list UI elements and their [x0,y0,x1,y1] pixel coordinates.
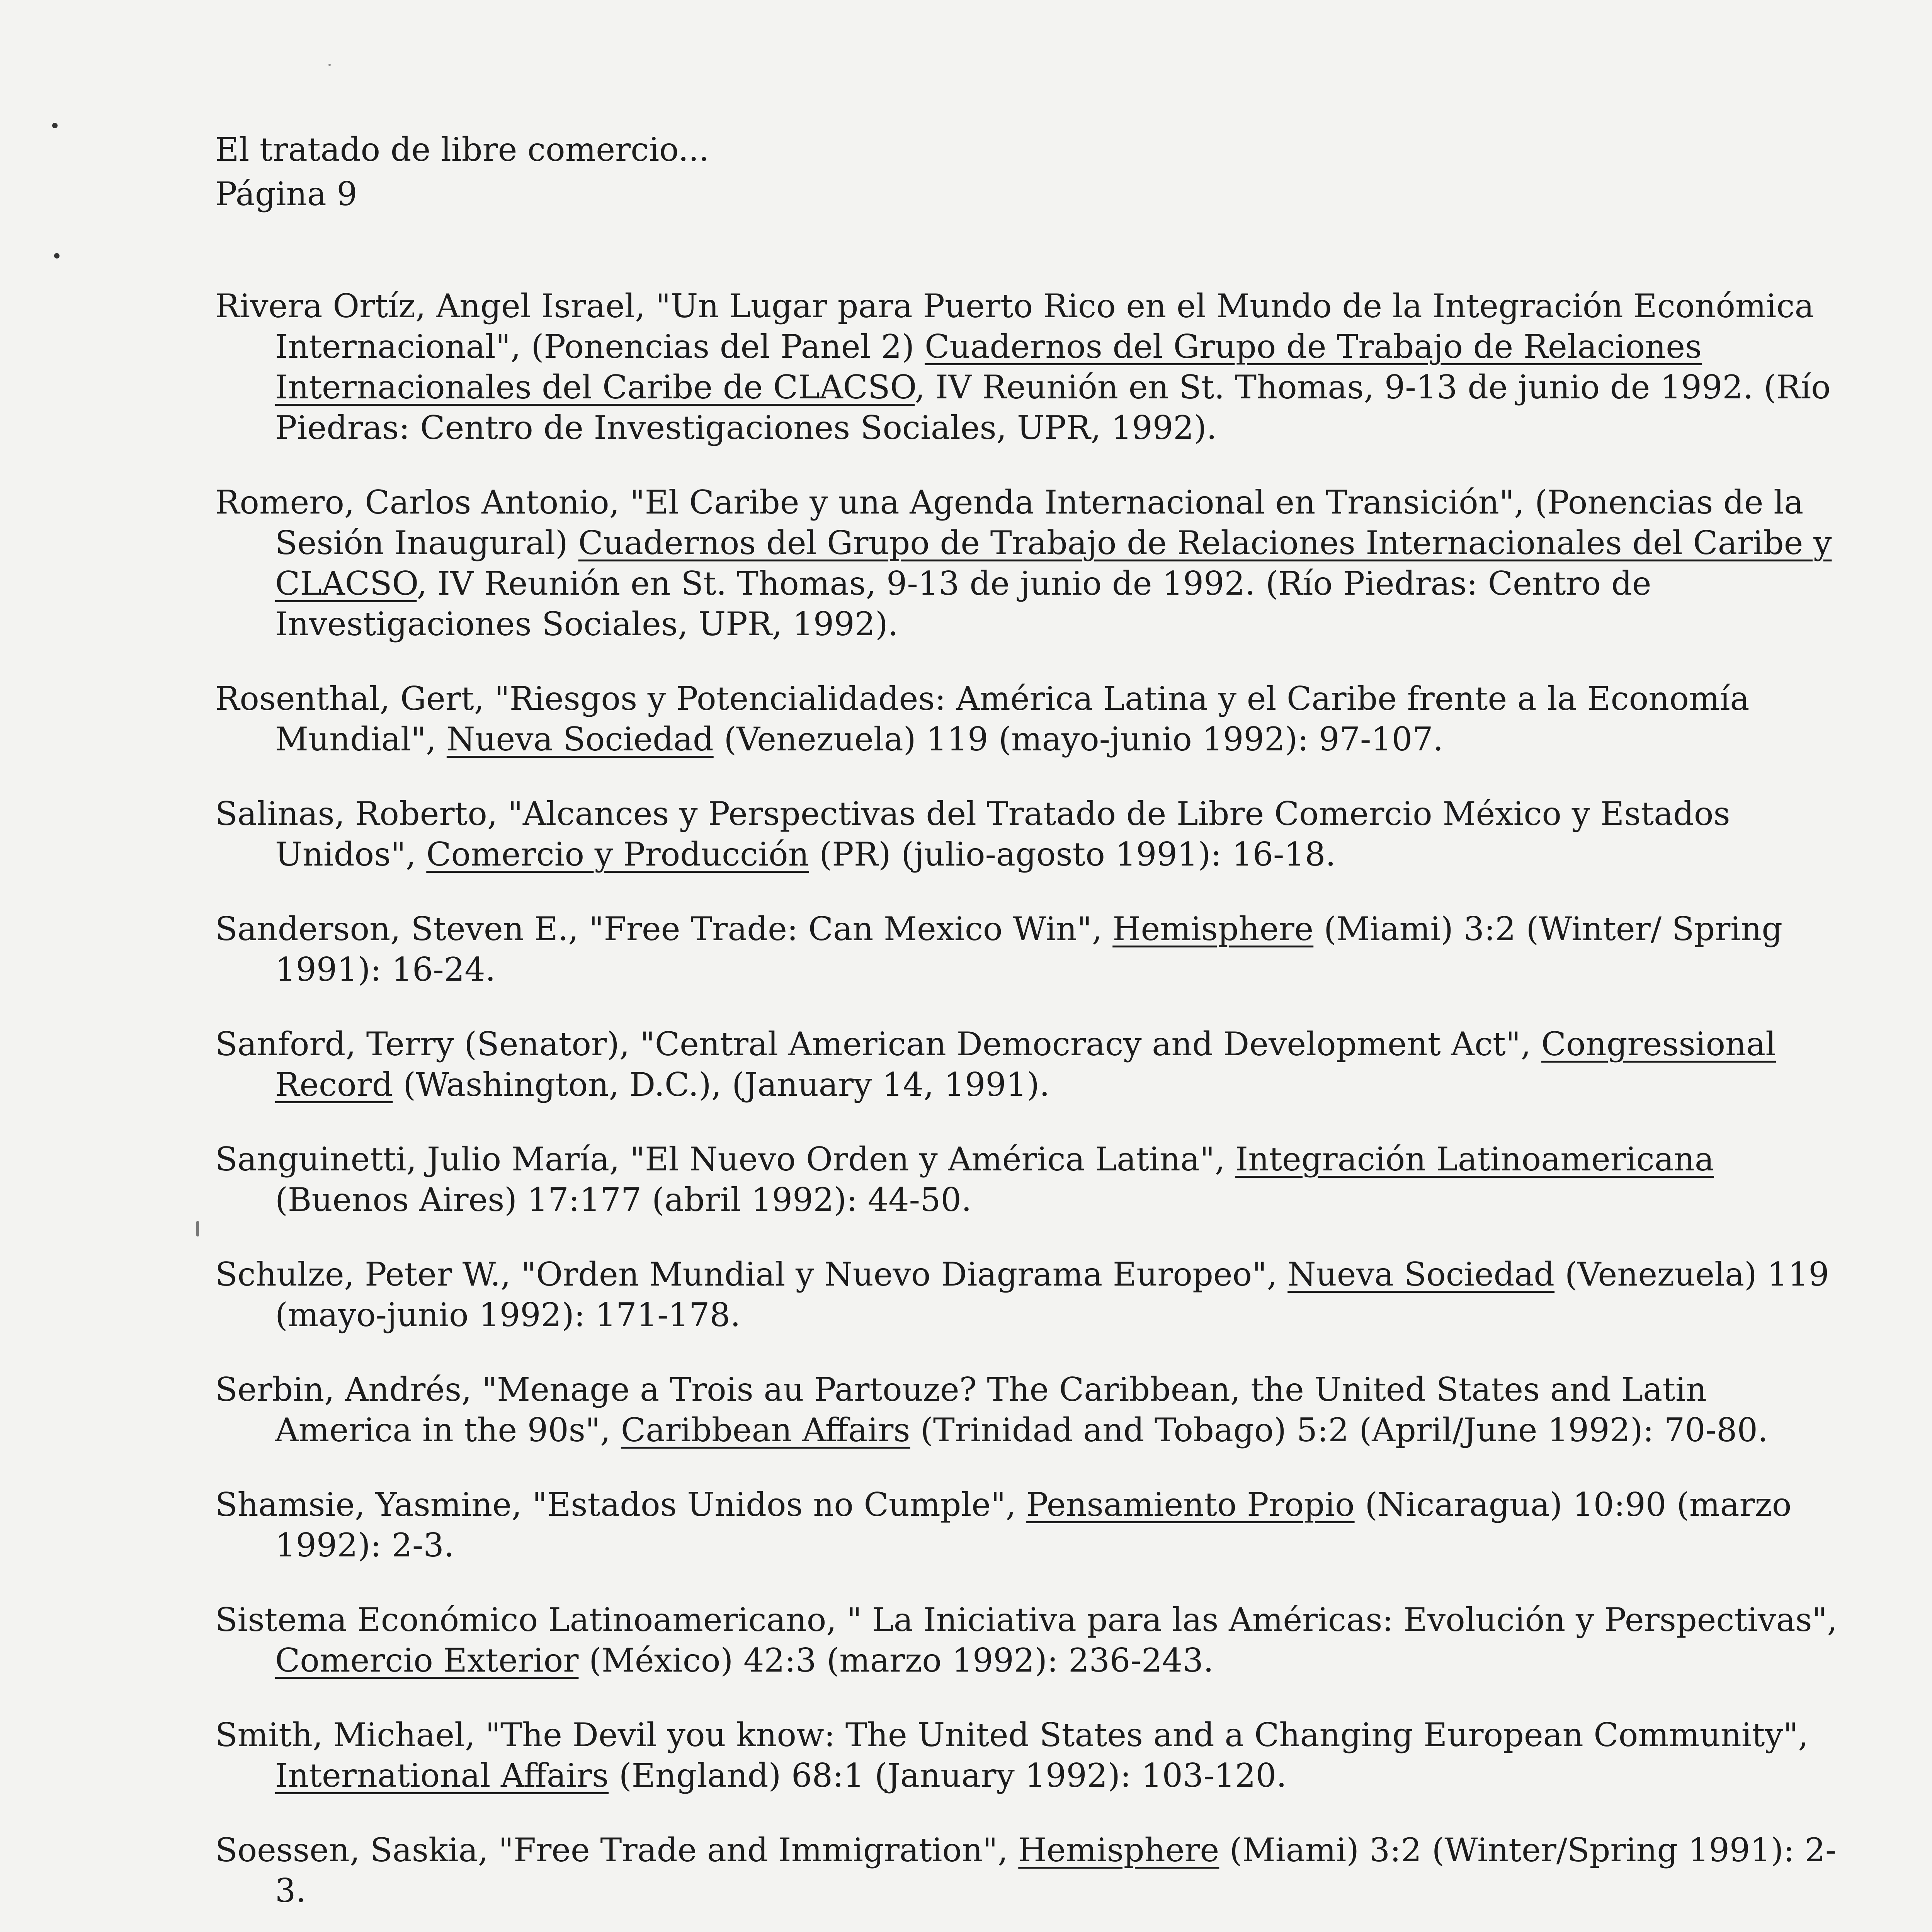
entry-text: Sanguinetti, Julio María, "El Nuevo Orden y América Latina", [215,1140,1236,1178]
entry-details: (Washington, D.C.), (January 14, 1991). [393,1066,1050,1104]
bibliography-entry [215,794,1850,875]
bibliography-entry [215,1369,1850,1451]
entry-source: Integración Latinoamericana [1235,1140,1714,1178]
scan-speck [196,1221,199,1236]
bibliography-entry [215,1600,1850,1681]
entry-details: , IV Reunión en St. Thomas, 9-13 de junio de 1992. (Río Piedras: Centro de Investigaciones Sociales, UPR, 1992). [275,368,1831,447]
bibliography-entry [215,286,1850,448]
entry-details: (México) 42:3 (marzo 1992): 236-243. [578,1641,1214,1679]
entry-text: Sistema Económico Latinoamericano, " La Iniciativa para las Américas: Evolución y Perspectivas", [215,1601,1837,1639]
entry-source: Hemisphere [1112,910,1314,948]
entry-source: Cuadernos del Grupo de Trabajo de Relaciones Internacionales del Caribe de CLACSO [275,328,1702,406]
bibliography-entry [215,679,1850,760]
entry-details: (Miami) 3:2 (Winter/Spring 1991): 2-3. [275,1831,1837,1910]
entry-source: Comercio Exterior [275,1641,579,1679]
entry-details: (Buenos Aires) 17:177 (abril 1992): 44-50. [275,1181,972,1219]
entry-source: Cuadernos del Grupo de Trabajo de Relaciones Internacionales del Caribe y CLACSO [275,524,1832,602]
entry-details: (Trinidad and Tobago) 5:2 (April/June 1992): 70-80. [910,1411,1768,1449]
entry-details: , IV Reunión en St. Thomas, 9-13 de junio de 1992. (Río Piedras: Centro de Investigaciones Sociales, UPR, 1992). [275,565,1651,643]
bibliography-entry [215,1139,1850,1220]
entry-source: International Affairs [275,1757,609,1794]
entry-text: Sanford, Terry (Senator), "Central American Democracy and Development Act", [215,1025,1541,1063]
scan-speck [328,64,331,66]
entry-text: Romero, Carlos Antonio, "El Caribe y una Agenda Internacional en Transición", (Ponencias de la Sesión Inaugural) [215,483,1804,562]
entry-source: Caribbean Affairs [621,1411,910,1449]
entry-text: Sanderson, Steven E., "Free Trade: Can Mexico Win", [215,910,1113,948]
entry-text: Rosenthal, Gert, "Riesgos y Potencialidades: América Latina y el Caribe frente a la Economía Mundial", [215,680,1750,758]
entry-details: (PR) (julio-agosto 1991): 16-18. [809,835,1336,873]
entry-details: (Venezuela) 119 (mayo-junio 1992): 171-178. [275,1255,1829,1334]
bibliography-entry [215,1485,1850,1566]
entry-source: Nueva Sociedad [446,720,714,758]
bibliography-entry [215,909,1850,990]
bibliography-entry [215,482,1850,645]
document-title: El tratado de libre comercio... [215,131,709,168]
entry-details: (England) 68:1 (January 1992): 103-120. [609,1757,1287,1794]
bibliography-entry [215,1830,1850,1911]
entry-source: Hemisphere [1018,1831,1219,1869]
entry-source: Pensamiento Propio [1026,1486,1355,1524]
bibliography-list [215,286,1850,1932]
bibliography-entry [215,1715,1850,1796]
entry-text: Serbin, Andrés, "Menage a Trois au Partouze? The Caribbean, the United States and Latin America in the 90s", [215,1371,1707,1449]
scan-speck [52,123,58,128]
page-number: Página 9 [215,175,357,213]
bibliography-entry [215,1254,1850,1335]
entry-source: Congressional Record [275,1025,1776,1104]
entry-source: Comercio y Producción [426,835,809,873]
bibliography-entry [215,1024,1850,1105]
entry-details: (Miami) 3:2 (Winter/ Spring 1991): 16-24. [275,910,1782,988]
entry-text: Shamsie, Yasmine, "Estados Unidos no Cumple", [215,1486,1027,1524]
entry-details: (Nicaragua) 10:90 (marzo 1992): 2-3. [275,1486,1792,1564]
entry-source: Nueva Sociedad [1287,1255,1555,1293]
entry-details: (Venezuela) 119 (mayo-junio 1992): 97-107. [713,720,1444,758]
entry-text: Soessen, Saskia, "Free Trade and Immigration", [215,1831,1019,1869]
entry-text: Schulze, Peter W., "Orden Mundial y Nuevo Diagrama Europeo", [215,1255,1288,1293]
entry-text: Rivera Ortíz, Angel Israel, "Un Lugar para Puerto Rico en el Mundo de la Integración Económica Internacional", (Ponencias del Panel 2) [215,287,1814,366]
entry-text: Salinas, Roberto, "Alcances y Perspectivas del Tratado de Libre Comercio México y Estados Unidos", [215,795,1730,873]
page-header [215,128,709,216]
scan-speck [54,253,60,259]
entry-text: Smith, Michael, "The Devil you know: The United States and a Changing European Community", [215,1716,1809,1754]
